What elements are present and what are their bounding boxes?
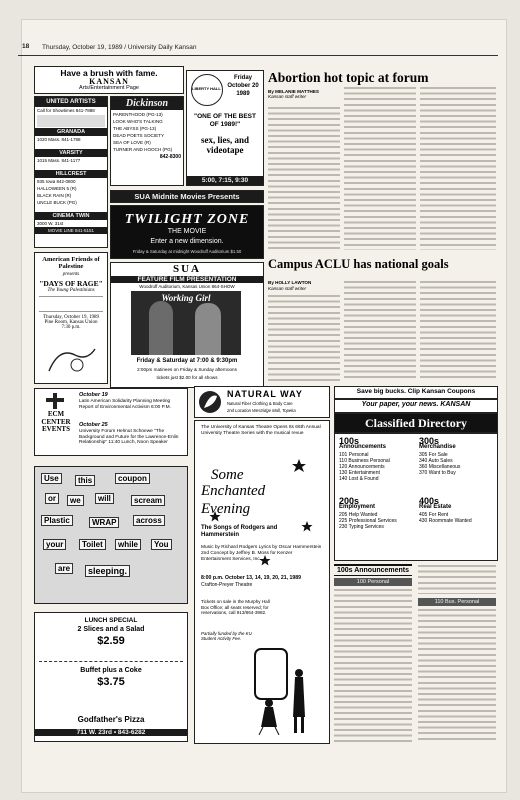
theater-row: 1015 Mass. 841-1177 [37,158,81,163]
dancers-illustration [245,643,325,735]
theatre-songs: The Songs of Rodgers and Hammerstein [201,525,278,538]
dickinson-movie: LOOK WHO'S TALKING [113,119,163,124]
lunch-title: LUNCH SPECIAL [84,617,138,624]
feature-matinee: 2:00pm matinees on Friday & Sunday afternoons [137,367,237,372]
ecm-events-ad [34,388,188,456]
category-item: 130 Entertainment [339,470,380,476]
category-label: Announcements [339,444,387,450]
category-item: 120 Announcements [339,464,385,470]
category-item: 110 Business Personal [339,458,390,464]
godfathers-logo: Godfather's Pizza [77,715,145,724]
kansan-news-bar [334,399,498,413]
natural-way-name: NATURAL WAY [227,389,303,399]
coupon-word: this [75,475,95,486]
feature-showtimes: Friday & Saturday at 7:00 & 9:30pm [136,358,238,364]
section-business-header: 110 Bus. Personal [418,598,496,606]
coupon-word: while [115,539,141,550]
theater-name: GRANADA [35,128,107,136]
theater-row: 3000 W. 31st [37,221,64,226]
category-item: 405 For Rent [419,512,449,518]
lunch-offer: 2 Slices and a Salad [77,626,145,633]
theatre-dates: 8:00 p.m. October 13, 14, 19, 20, 21, 1989 [201,575,302,581]
feature-tickets: tickets just $2.00 for all shows [156,375,218,380]
movie-banner [34,66,184,94]
theater-row: Call for Showtimes 841-7888 [37,108,95,113]
aclu-role: Kansan staff writer [268,286,307,291]
aclu-headline: Campus ACLU has national goals [268,257,449,271]
news-bar-text: Your paper, your news. KANSAN [361,401,471,408]
godfathers-address: 711 W. 23rd • 843-6282 [35,729,187,736]
theater-row: UNCLE BUCK (PG) [37,200,77,205]
godfathers-ad [34,612,188,742]
section-100s-header: 100s Announcements [334,564,412,576]
natural-way-ad [194,386,330,418]
palestine-presents: presents [62,272,80,277]
ku-theatre-ad [194,420,330,744]
category-number: 200s [339,496,360,506]
category-label: Employment [339,504,376,510]
palestine-film: "DAYS OF RAGE" [39,279,103,288]
category-100s [339,438,413,482]
dickinson-logo: Dickinson [111,97,183,110]
abortion-role: Kansan staff writer [268,94,307,99]
palestine-illustration [35,341,107,381]
theater-name: VARSITY [35,149,107,157]
palestine-time: 7:30 p.m. [61,325,81,330]
ecm-logo: ECM CENTER EVENTS [41,410,71,433]
category-item: 340 Auto Sales [419,458,453,464]
category-item: 360 Miscellaneous [419,464,461,470]
showtime-grid [37,115,105,127]
ecm-cross-icon [43,392,67,410]
liberty-hall-name: LIBERTY HALL [192,86,221,91]
abortion-headline: Abortion hot topic at forum [268,70,429,85]
coupons-bar-text: Save big bucks. Clip Kansan Coupons [356,388,476,395]
dateline: Thursday, October 19, 1989 / University Daily Kansan [42,44,197,51]
coupon-word: WRAP [89,517,119,528]
palestine-date: Thursday, October 19, 1989 [43,315,99,320]
twilight-zone-ad [110,205,264,259]
coupon-word: coupon [115,473,150,484]
coupon-word: your [43,539,66,550]
palestine-title: American Friends of Palestine [42,256,100,270]
theatre-tickets: Tickets on sale in the Murphy Hall Box Office; all seats reserved; for reservations, call 913/864-3982. [201,599,270,616]
classified-directory-title [334,413,498,433]
category-item: 430 Roommate Wanted [419,518,472,524]
theater-name: UNITED ARTISTS [35,97,107,107]
coupon-word: Use [41,473,62,484]
theatre-place: Crafton-Preyer Theatre [201,582,253,588]
aclu-byline: By HOLLY LAWTON [268,280,312,285]
category-label: Merchandise [419,444,456,450]
coupon-word: You [151,539,172,550]
classified-title: Classified Directory [364,416,468,430]
category-item: 140 Lost & Found [339,476,379,482]
category-item: 225 Professional Services [339,518,397,524]
theater-row: 1020 Mass. 841-1788 [37,137,81,142]
article-text [344,280,416,382]
sua-midnite-banner [110,190,264,203]
coupon-word: sleeping. [85,565,130,577]
theater-row: HALLOWEEN 5 (R) [37,186,77,191]
banner-brand: KANSAN [89,77,129,86]
category-400s [419,498,493,524]
dickinson-movie: PARENTHOOD (PG-13) [113,112,163,117]
section-personal-header: 100 Personal [334,578,412,586]
theater-row: MOVIE LINE 841-5151 [35,227,107,234]
article-text [268,106,340,250]
twilight-tagline: Enter a new dimension. [150,238,224,245]
palestine-description [39,296,103,312]
ecm-day-2: October 25 [79,422,108,428]
category-item: 305 For Sale [419,452,448,458]
ecm-day-1: October 19 [79,392,108,398]
article-text [420,280,496,382]
liberty-hall-film: sex, lies, and videotape [200,135,249,155]
page-header [18,41,498,56]
aclu-article [268,256,496,278]
dickinson-movie: DEAD POETS SOCIETY [113,133,165,138]
feature-venue: Woodruff Auditorium, Kansas Union 864-SHOW [139,284,235,289]
liberty-hall-times: 5:00, 7:15, 9:30 [187,176,263,185]
theatre-title-3: Evening [201,501,251,517]
banner-title: Have a brush with fame. [60,68,158,78]
leaf-icon [197,389,223,415]
coupon-word: Toilet [79,539,106,550]
theater-name: CINEMA TWIN [35,212,107,220]
twilight-subtitle: THE MOVIE [167,228,207,235]
film-poster [131,291,241,355]
theater-row: BLACK RAIN (R) [37,193,72,198]
coupon-word: across [133,515,165,526]
classified-text [334,588,412,742]
twilight-title: TWILIGHT ZONE [124,212,250,227]
dickinson-phone: 842-8300 [159,154,181,160]
coupon-word: or [45,493,59,504]
natural-way-sub: Natural Fiber Clothing & Body Care [227,401,293,406]
feature-heading: FEATURE FILM PRESENTATION [111,276,263,283]
liberty-hall-quote: "ONE OF THE BEST OF 1989!" [194,113,256,128]
sua-midnite-title: SUA Midnite Movies Presents [134,192,240,201]
coupon-divider [39,661,183,662]
lunch-price: $2.59 [97,635,125,647]
ecm-event-1: Latin American Solidarity Planning Meeting Report of Environmental Activism 6:00 P.M. [79,399,171,410]
twilight-times: Friday & Saturday at midnight Woodruff Auditorium $1.50 [132,249,242,254]
coupon-word: are [55,563,73,574]
dickinson-movie: TURNER AND HOOCH (PG) [113,147,173,152]
theater-name: HILLCREST [35,170,107,178]
liberty-hall-date: Friday October 20 1989 [227,75,259,97]
theatre-support: Partially funded by the KU Student Activity Fee. [201,631,252,642]
theatre-credits: Music by Richard Rodgers Lyrics by Oscar Hammerstein 2nd Concept by Jeffrey B. Moss for Kenzer Entertainment Services, Inc. [201,545,322,562]
category-item: 230 Typing Services [339,524,384,530]
category-200s [339,498,413,530]
buffet-price: $3.75 [97,676,125,688]
kansan-coupons-bar [334,386,498,399]
category-number: 400s [419,496,440,506]
coupon-word: scream [131,495,165,506]
natural-way-address: 2nd Location Westridge Mall, Topeka [227,408,296,413]
abortion-byline: By MELANIE MATTHES [268,89,319,94]
theater-row: 935 Iowa 842-0800 [37,179,76,184]
coupon-words-ad [34,466,188,604]
coupon-word: Plastic [41,515,73,526]
article-text [420,86,496,250]
theater-listings [34,96,108,248]
category-300s [419,438,493,476]
sua-logo: SUA [172,263,201,275]
poster-figure [195,303,221,355]
buffet-title: Buffet plus a Coke [80,667,142,674]
palestine-place: Pine Room, Kansas Union [44,320,98,325]
feature-film-ad [110,262,264,388]
category-number: 100s [339,436,360,446]
dickinson-movie: THE ABYSS (PG-13) [113,126,157,131]
category-item: 205 Help Wanted [339,512,378,518]
theatre-intro: The University of Kansas Theatre Opens Its 66th Annual University Theatre Series with the musical revue [201,425,321,436]
coupon-word: we [67,495,84,506]
category-label: Real Estate [419,504,452,510]
theatre-title-2: Enchanted [201,483,266,499]
category-item: 370 Want to Buy [419,470,456,476]
banner-subtitle: Arts/Entertainment Page [79,85,139,91]
category-item: 101 Personal [339,452,369,458]
dickinson-movie: SEA OF LOVE (R) [113,140,151,145]
category-number: 300s [419,436,440,446]
classified-text [418,608,496,742]
coupon-word: will [95,493,114,504]
article-text [268,294,340,382]
poster-figure [149,301,173,355]
article-text [344,86,416,250]
ecm-event-2: University Forum Helmut Schnewe "The Background and Future for the Lawrence-Enlin Relationship" 11:40 Lunch, Noon Speaker [79,429,179,446]
theatre-title-1: Some [211,467,244,483]
palestine-ad [34,252,108,384]
palestine-subtitle: The Young Palestinians [47,288,95,293]
liberty-hall-ad [186,70,264,186]
classified-text [418,564,496,594]
dickinson-theaters [110,96,184,186]
poster-title: Working Girl [161,293,211,303]
classified-directory [334,433,498,561]
page-number: 18 [22,43,30,50]
